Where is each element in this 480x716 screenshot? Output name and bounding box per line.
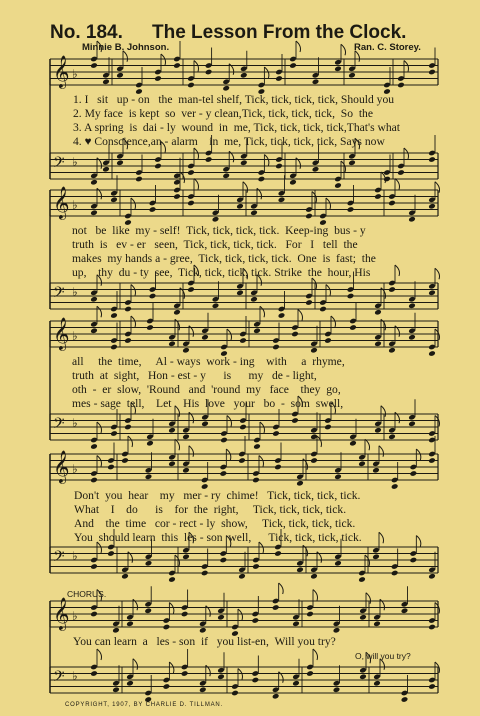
lyric-line: 4. ♥ Conscience,an - alarm in me, Tick, tick, tick, tick, Says now <box>73 135 385 148</box>
lyric-line: up, thy du - ty see, Tick, tick, tick, tick. Strike the hour, His <box>72 266 371 279</box>
svg-text:♭: ♭ <box>72 549 78 563</box>
svg-text:𝄞: 𝄞 <box>53 55 70 88</box>
lyric-line: You should learn this les - son well, Tick, tick, tick, tick. <box>74 531 362 544</box>
svg-text:♭: ♭ <box>72 285 78 299</box>
echo-lyric: O, will you try? <box>355 651 411 661</box>
lyric-line: What I do is for the right, Tick, tick, tick, tick. <box>74 503 347 516</box>
lyric-line: 3. A spring is dai - ly wound in me, Tick, tick, tick, tick,That's what <box>73 121 401 134</box>
lyric-line: 1. I sit up - on the man-tel shelf, Tick, tick, tick, tick, Should you <box>73 93 395 106</box>
lyric-line: You can learn a les - son if you list-en, Will you try? <box>73 635 336 648</box>
svg-text:♭: ♭ <box>72 198 78 212</box>
svg-text:♭: ♭ <box>72 67 78 81</box>
svg-text:𝄢: 𝄢 <box>53 284 65 305</box>
svg-text:♭: ♭ <box>72 416 78 430</box>
lyricist-credit: Minnie B. Johnson. <box>82 42 170 53</box>
lyric-line: And the time cor - rect - ly show, Tick, tick, tick, tick. <box>74 517 356 530</box>
lyric-line: 2. My face is kept so ver - y clean,Tick, tick, tick, tick, So the <box>73 107 373 120</box>
svg-text:𝄞: 𝄞 <box>53 597 70 630</box>
lyric-line: truth is ev - er seen, Tick, tick, tick, tick. For I tell the <box>72 238 358 251</box>
lyric-line: truth at sight, Hon - est - y is my de - light, <box>72 369 317 382</box>
svg-text:♭: ♭ <box>72 609 78 623</box>
svg-text:𝄞: 𝄞 <box>53 317 70 350</box>
svg-text:𝄞: 𝄞 <box>53 450 70 483</box>
composer-credit: Ran. C. Storey. <box>354 42 421 53</box>
lyric-line: Don't you hear my mer - ry chime! Tick, tick, tick, tick. <box>74 489 361 502</box>
hymn-title: The Lesson From the Clock. <box>152 22 407 43</box>
lyric-line: makes my hands a - gree, Tick, tick, tick, tick. One is fast; the <box>72 252 376 265</box>
svg-text:♭: ♭ <box>72 462 78 476</box>
lyric-line: mes - sage tell, Let His love your bo - som swell, <box>72 397 344 410</box>
svg-text:𝄢: 𝄢 <box>53 154 65 175</box>
hymn-number: No. 184. <box>50 22 123 43</box>
lyric-line: all the time, Al - ways work - ing with a rhyme, <box>72 355 345 368</box>
svg-text:𝄢: 𝄢 <box>53 668 65 689</box>
svg-text:𝄢: 𝄢 <box>53 415 65 436</box>
svg-text:𝄞: 𝄞 <box>53 186 70 219</box>
chorus-label: CHORUS. <box>67 589 107 599</box>
svg-text:𝄢: 𝄢 <box>53 548 65 569</box>
copyright-footer: COPYRIGHT, 1907, BY CHARLIE D. TILLMAN. <box>65 702 224 708</box>
lyric-line: not be like my - self! Tick, tick, tick, tick. Keep-ing bus - y <box>72 224 366 237</box>
lyric-line: oth - er slow, 'Round and 'round my face they go, <box>72 383 341 396</box>
svg-text:♭: ♭ <box>72 669 78 683</box>
svg-text:♭: ♭ <box>72 155 78 169</box>
svg-text:♭: ♭ <box>72 329 78 343</box>
